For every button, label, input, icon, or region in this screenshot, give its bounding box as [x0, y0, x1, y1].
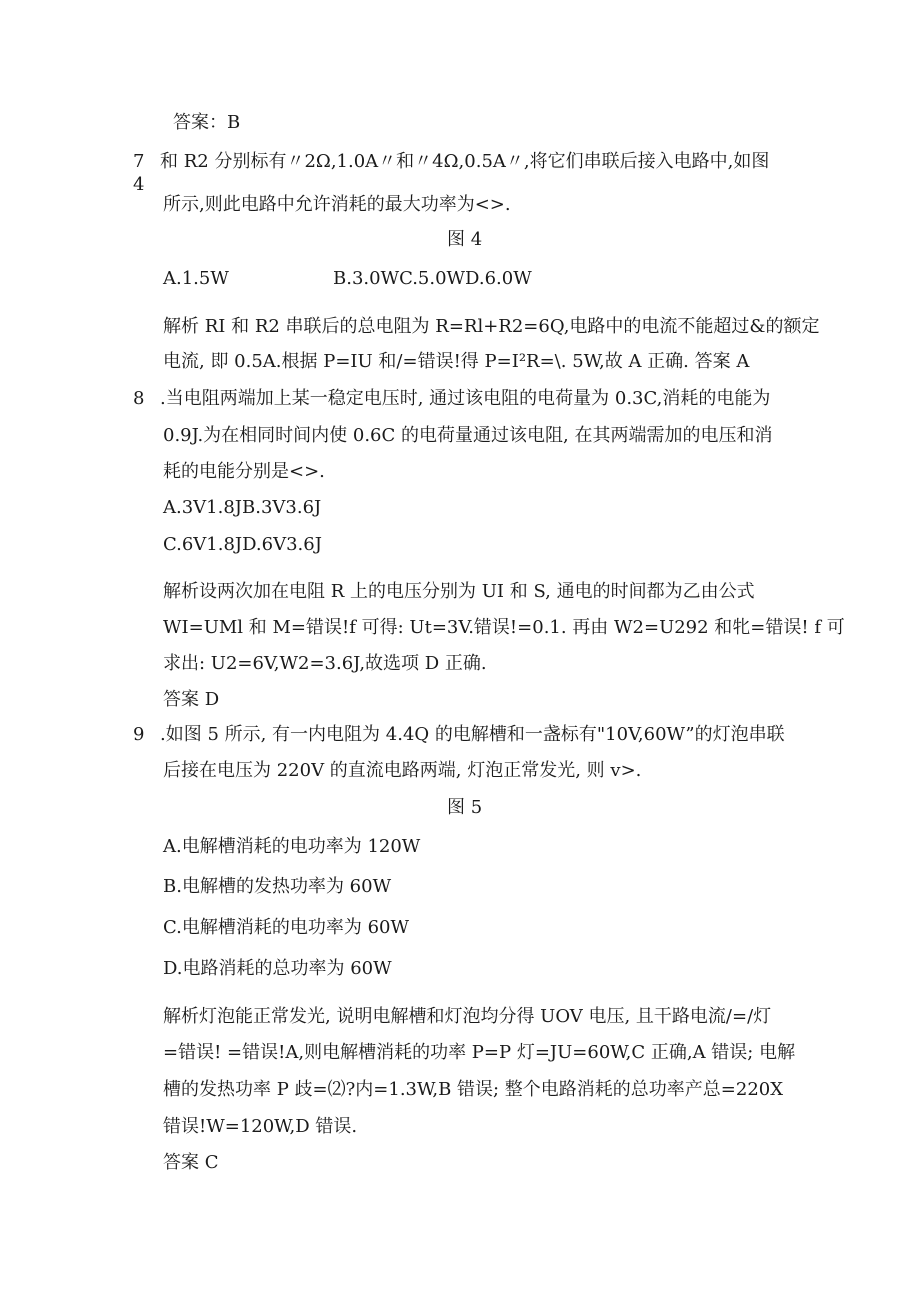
- analysis-q9-line-2: =错误! =错误!A,则电解槽消耗的功率 P=P 灯=JU=60W,C 正确,A 错误; 电解: [163, 1042, 796, 1063]
- question-number-7: 7: [133, 151, 145, 172]
- answer-line-q6: 答案：B: [173, 112, 241, 133]
- question-7-options-bcd: B.3.0WC.5.0WD.6.0W: [333, 268, 532, 289]
- question-9-option-c: C.电解槽消耗的电功率为 60W: [163, 917, 409, 938]
- question-8-options-cd: C.6V1.8JD.6V3.6J: [163, 534, 322, 555]
- question-8-line-1: .当电阻两端加上某一稳定电压时, 通过该电阻的电荷量为 0.3C,消耗的电能为: [160, 388, 771, 409]
- analysis-q8-line-3: 求出: U2=6V,W2=3.6J,故选项 D 正确.: [163, 653, 487, 674]
- question-7-line-2: 所示,则此电路中允许消耗的最大功率为<>.: [163, 194, 511, 215]
- question-9-line-2: 后接在电压为 220V 的直流电路两端, 灯泡正常发光, 则 v>.: [163, 760, 642, 781]
- question-9-line-1: .如图 5 所示, 有一内电阻为 4.4Q 的电解槽和一盏标有"10V,60W”的灯泡串联: [160, 724, 785, 745]
- analysis-q7-line-1: 解析 RI 和 R2 串联后的总电阻为 R=Rl+R2=6Q,电路中的电流不能超过&的额定: [163, 316, 820, 337]
- analysis-q9-line-4: 错误!W=120W,D 错误.: [163, 1116, 358, 1137]
- question-7-line-1: [160, 151, 769, 173]
- question-7-option-a: A.1.5W: [163, 268, 229, 289]
- answer-line-q8: 答案 D: [163, 689, 220, 710]
- question-8-options-ab: A.3V1.8JB.3V3.6J: [163, 497, 322, 518]
- analysis-q8-line-1: 解析设两次加在电阻 R 上的电压分别为 UI 和 S, 通电的时间都为乙由公式: [163, 581, 755, 602]
- question-number-7-page-mark: 4: [133, 174, 145, 195]
- question-number-9: 9: [133, 724, 145, 745]
- figure-4-caption: 图 4: [447, 229, 483, 250]
- analysis-q7-line-2: 电流, 即 0.5A.根据 P=IU 和/=错误!得 P=I²R=\. 5W,故 A 正确. 答案 A: [163, 351, 750, 372]
- question-8-line-3: 耗的电能分别是<>.: [163, 461, 325, 482]
- question-number-8: 8: [133, 388, 145, 409]
- figure-5-caption: 图 5: [447, 797, 483, 818]
- question-9-option-a: A.电解槽消耗的电功率为 120W: [163, 836, 421, 857]
- analysis-q8-line-2: WI=UMl 和 M=错误!f 可得: Ut=3V.错误!=0.1. 再由 W2=U292 和牝=错误! f 可: [163, 617, 845, 638]
- question-9-option-d: D.电路消耗的总功率为 60W: [163, 958, 392, 979]
- answer-line-q9: 答案 C: [163, 1152, 219, 1173]
- question-7-text: 和 R2 分别标有〃2Ω,1.0A〃和〃4Ω,0.5A〃,将它们串联后接入电路中,如图: [160, 151, 770, 172]
- question-8-line-2: 0.9J.为在相同时间内使 0.6C 的电荷量通过该电阻, 在其两端需加的电压和消: [163, 425, 773, 446]
- analysis-q9-line-3: 槽的发热功率 P 歧=⑵?内=1.3W,B 错误; 整个电路消耗的总功率产总=220X: [163, 1079, 784, 1100]
- analysis-q9-line-1: 解析灯泡能正常发光, 说明电解槽和灯泡均分得 UOV 电压, 且干路电流/=/灯: [163, 1006, 772, 1027]
- question-9-option-b: B.电解槽的发热功率为 60W: [163, 876, 392, 897]
